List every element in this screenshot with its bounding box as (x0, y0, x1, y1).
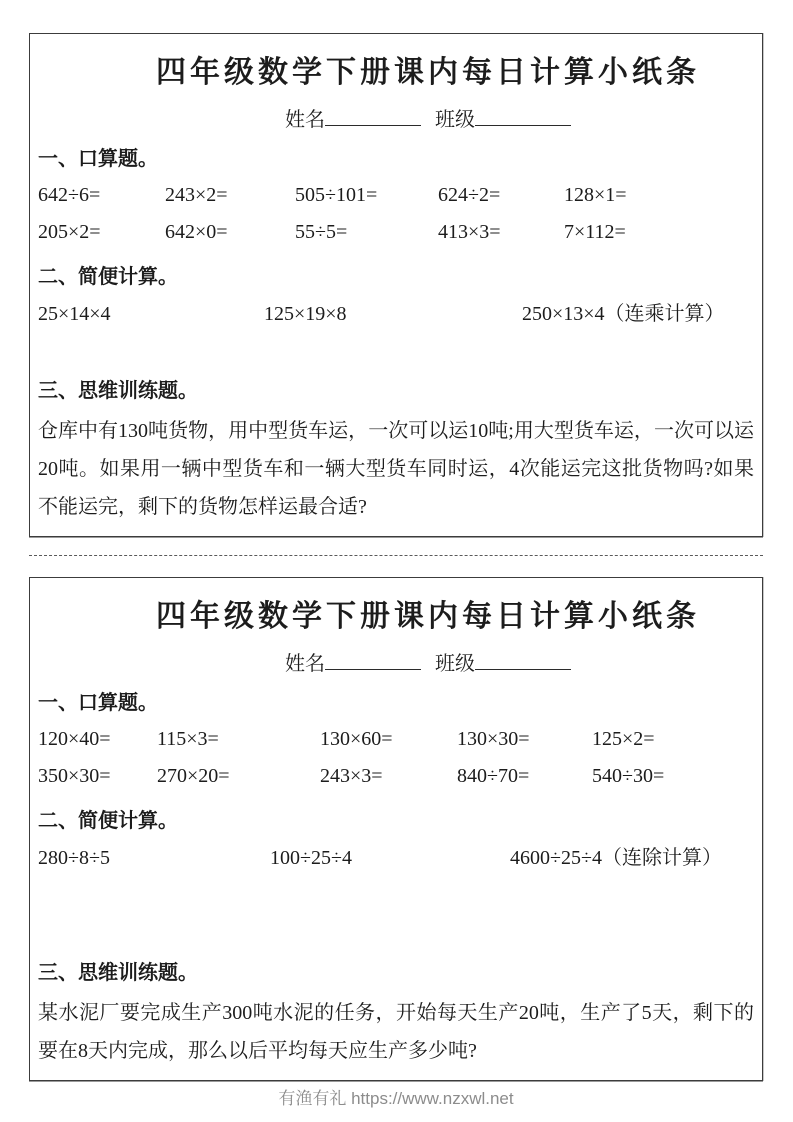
name-label: 姓名 (285, 653, 325, 675)
oral-problem: 540÷30= (592, 765, 665, 787)
thinking-problem-text: 某水泥厂要完成生产300吨水泥的任务，开始每天生产20吨，生产了5天，剩下的要在8天内完成，那么以后平均每天应生产多少吨? (38, 1002, 754, 1062)
oral-problem: 243×3= (320, 765, 383, 787)
thinking-section-heading: 三、思维训练题。 (38, 380, 198, 402)
class-blank-line (475, 651, 571, 670)
worksheet-card-2 (29, 577, 763, 1081)
oral-problem: 350×30= (38, 765, 111, 787)
simplified-problem: 100÷25÷4 (270, 847, 352, 869)
class-label: 班级 (435, 653, 475, 675)
oral-problem: 130×30= (457, 728, 530, 750)
simplified-problem: 280÷8÷5 (38, 847, 110, 869)
oral-problem: 505÷101= (295, 184, 378, 206)
worksheet-card-1 (29, 33, 763, 537)
simplified-problems-grid (38, 301, 754, 327)
simplified-section-heading: 二、简便计算。 (38, 810, 178, 832)
worksheet-title: 四年级数学下册课内每日计算小纸条 (156, 600, 700, 633)
oral-problems-grid (38, 721, 754, 795)
simplified-problems-grid (38, 845, 754, 871)
oral-problem: 840÷70= (457, 765, 530, 787)
oral-problem: 413×3= (438, 221, 501, 243)
class-label: 班级 (435, 109, 475, 131)
thinking-section-heading: 三、思维训练题。 (38, 962, 198, 984)
thinking-problem-text: 仓库中有130吨货物，用中型货车运，一次可以运10吨;用大型货车运，一次可以运20吨。如果用一辆中型货车和一辆大型货车同时运，4次能运完这批货物吗?如果不能运完，剩下的货物怎样运最合适? (38, 420, 754, 518)
worksheet-title: 四年级数学下册课内每日计算小纸条 (156, 56, 700, 89)
simplified-problem: 25×14×4 (38, 303, 111, 325)
oral-problem: 130×60= (320, 728, 393, 750)
oral-problem: 7×112= (564, 221, 626, 243)
footer-watermark (29, 1088, 763, 1110)
oral-problem: 115×3= (157, 728, 219, 750)
footer-text: 有渔有礼 https://www.nzxwl.net (278, 1089, 514, 1108)
oral-section-heading: 一、口算题。 (38, 148, 158, 170)
oral-problem: 205×2= (38, 221, 101, 243)
name-label: 姓名 (285, 109, 325, 131)
oral-problems-grid (38, 177, 754, 251)
oral-problem: 624÷2= (438, 184, 501, 206)
name-blank-line (325, 107, 421, 126)
oral-problem: 642×0= (165, 221, 228, 243)
oral-problem: 125×2= (592, 728, 655, 750)
oral-problem: 55÷5= (295, 221, 348, 243)
name-class-row (38, 107, 754, 133)
oral-section-heading: 一、口算题。 (38, 692, 158, 714)
name-class-row (38, 651, 754, 677)
cut-line-divider (29, 555, 763, 556)
simplified-section-heading: 二、简便计算。 (38, 266, 178, 288)
name-blank-line (325, 651, 421, 670)
oral-problem: 642÷6= (38, 184, 101, 206)
oral-problem: 270×20= (157, 765, 230, 787)
simplified-problem: 125×19×8 (264, 303, 347, 325)
oral-problem: 243×2= (165, 184, 228, 206)
oral-problem: 128×1= (564, 184, 627, 206)
oral-problem: 120×40= (38, 728, 111, 750)
class-blank-line (475, 107, 571, 126)
simplified-problem: 250×13×4（连乘计算） (522, 303, 725, 325)
simplified-problem: 4600÷25÷4（连除计算） (510, 847, 722, 869)
